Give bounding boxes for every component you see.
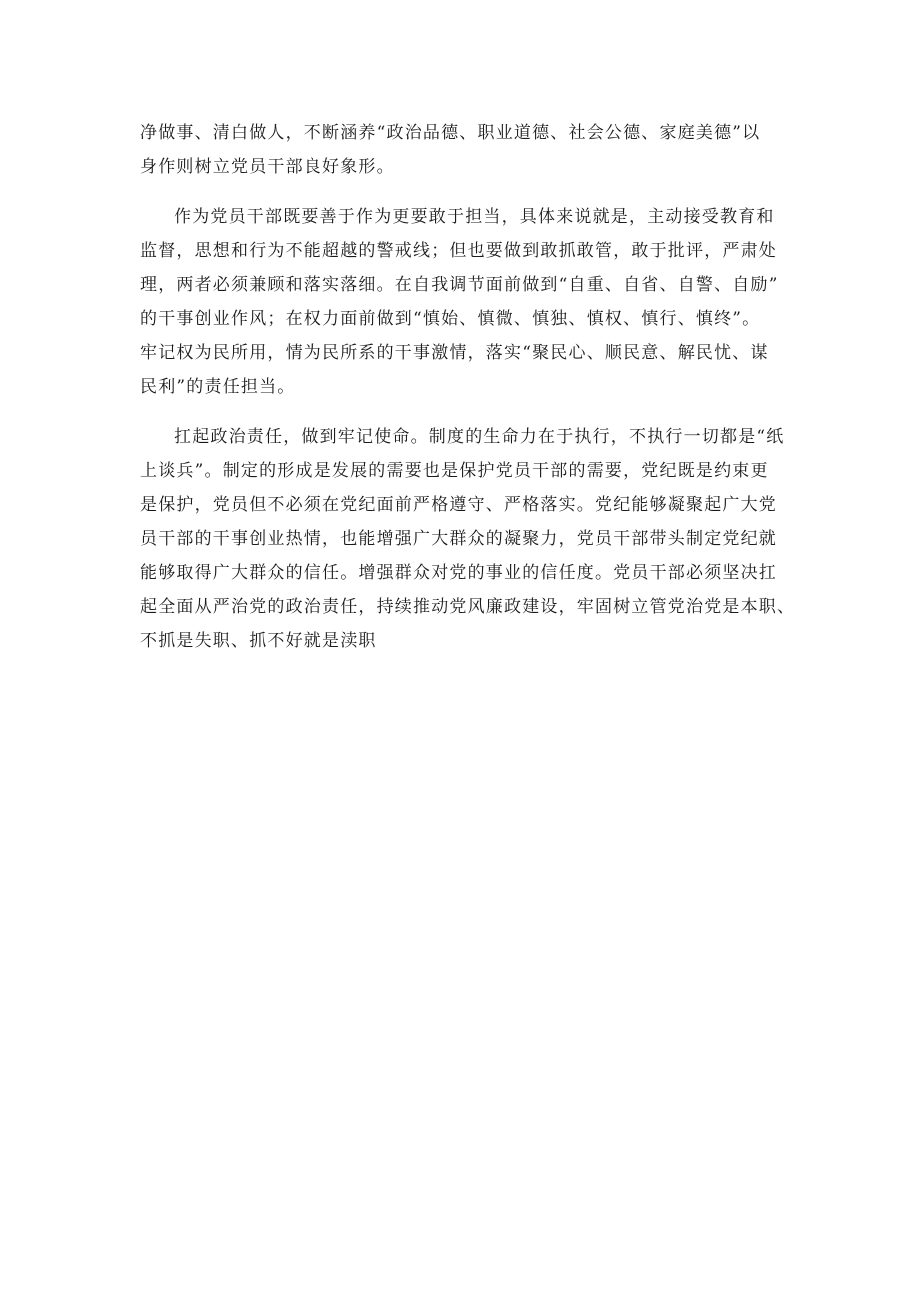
paragraph-line: 作为党员干部既要善于作为更要敢于担当，具体来说就是，主动接受教育和 — [174, 207, 775, 227]
paragraph-line: 身作则树立党员干部良好象形。 — [140, 157, 395, 177]
paragraph-line: 的干事创业作风；在权力面前做到“慎始、慎微、慎独、慎权、慎行、慎终”。 — [140, 309, 761, 329]
paragraph-line: 是保护，党员但不必须在党纪面前严格遵守、严格落实。党纪能够凝聚起广大党 — [140, 495, 777, 515]
paragraph-line: 牢记权为民所用，情为民所系的干事激情，落实“聚民心、顺民意、解民忧、谋 — [140, 343, 769, 363]
paragraph-line: 上谈兵”。制定的形成是发展的需要也是保护党员干部的需要，党纪既是约束更 — [140, 461, 769, 481]
paragraph-line: 起全面从严治党的政治责任，持续推动党风廉政建设，牢固树立管党治党是本职、 — [140, 597, 796, 617]
document-body — [140, 116, 796, 658]
paragraph-2 — [140, 200, 780, 404]
paragraph-1 — [140, 116, 780, 184]
paragraph-line: 扛起政治责任，做到牢记使命。制度的生命力在于执行，不执行一切都是“纸 — [174, 427, 785, 447]
paragraph-line: 民利”的责任担当。 — [140, 377, 296, 397]
paragraph-line: 不抓是失职、抓不好就是渎职 — [140, 631, 377, 651]
paragraph-line: 监督，思想和行为不能超越的警戒线；但也要做到敢抓敢管，敢于批评，严肃处 — [140, 241, 777, 261]
paragraph-line: 净做事、清白做人，不断涵养“政治品德、职业道德、社会公德、家庭美德”以 — [140, 123, 761, 143]
paragraph-line: 员干部的干事创业热情，也能增强广大群众的凝聚力，党员干部带头制定党纪就 — [140, 529, 777, 549]
paragraph-line: 理，两者必须兼顾和落实落细。在自我调节面前做到“自重、自省、自警、自励” — [140, 275, 779, 295]
paragraph-line: 能够取得广大群众的信任。增强群众对党的事业的信任度。党员干部必须坚决扛 — [140, 563, 777, 583]
paragraph-3 — [140, 420, 796, 658]
